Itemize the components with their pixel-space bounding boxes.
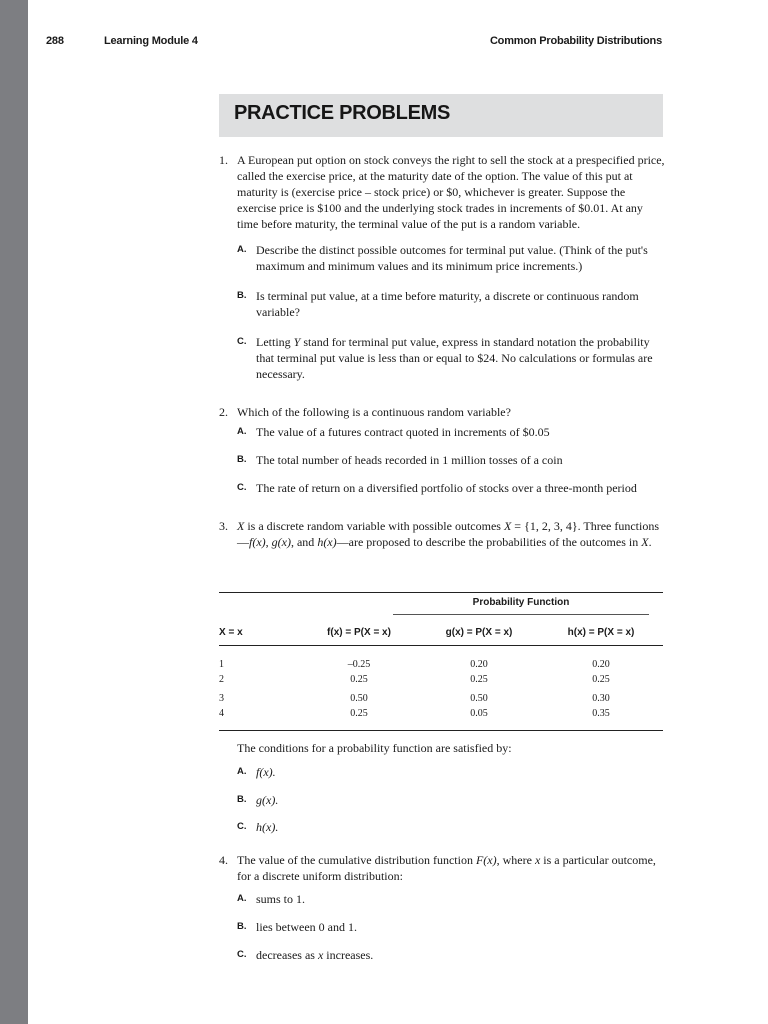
option-text: f(x).	[256, 765, 276, 779]
table-cell: 2	[219, 674, 224, 685]
table-cell: 0.25	[350, 674, 368, 685]
q1-option-c	[237, 334, 665, 382]
option-text-pre: decreases as	[256, 948, 318, 962]
q1-option-a	[237, 242, 665, 274]
question-text: Which of the following is a continuous random variable?	[237, 405, 511, 419]
q4-text: , where	[496, 853, 535, 867]
q1-option-b	[237, 288, 665, 320]
table-cell: 0.20	[592, 659, 610, 670]
q4-text: The value of the cumulative distribution function	[237, 853, 476, 867]
option-label: B.	[237, 794, 247, 805]
q3-text: is a discrete random variable with possible outcomes	[244, 519, 504, 533]
option-variable: x	[317, 948, 324, 962]
option-variable: Y	[293, 335, 301, 349]
q3-conditions	[237, 740, 667, 756]
q3-text: ,	[265, 535, 272, 549]
table-cell: 1	[219, 659, 224, 670]
question-number: 4.	[219, 853, 228, 867]
option-label: C.	[237, 949, 247, 960]
q3-text: .	[648, 535, 652, 549]
q3-text: , and	[290, 535, 318, 549]
table-cell: 0.05	[419, 708, 539, 731]
q3-var: X	[641, 535, 649, 549]
option-label: B.	[237, 921, 247, 932]
table-cell: 0.35	[539, 708, 663, 731]
question-number: 3.	[219, 519, 228, 533]
q2-option-a	[237, 424, 665, 440]
q4-option-c	[237, 947, 667, 963]
option-label: A.	[237, 766, 247, 777]
option-text: sums to 1.	[256, 892, 306, 906]
table-header-row	[219, 619, 663, 646]
table-cell: 3	[219, 693, 224, 704]
option-text: Describe the distinct possible outcomes for terminal put value. (Think of the put's maximum and minimum values and its minimum price increments.)	[256, 243, 648, 273]
table-cell: –0.25	[347, 659, 371, 670]
question-4	[219, 852, 665, 884]
question-number: 1.	[219, 153, 228, 167]
table-row	[219, 689, 663, 708]
module-label: Learning Module 4	[104, 35, 198, 47]
table-row	[219, 646, 663, 671]
section-title: PRACTICE PROBLEMS	[234, 102, 451, 124]
option-label: C.	[237, 482, 247, 493]
q3-text: —are proposed to describe the probabilities of the outcomes in	[336, 535, 642, 549]
table-cell: 0.50	[470, 693, 488, 704]
option-label: A.	[237, 244, 247, 255]
q3-text: = {1, 2, 3, 4}. Three functions—	[237, 519, 660, 549]
table-cell: 0.25	[299, 708, 419, 731]
option-text: Is terminal put value, at a time before maturity, a discrete or continuous random variable?	[256, 289, 639, 319]
question-2	[219, 404, 665, 420]
question-text: A European put option on stock conveys the right to sell the stock at a prespecified price, called the exercise price, at the maturity date of the option. The value of this put at maturity is (exercise price – stock price) or $0, whichever is greater. Suppose the exercise price is $100 and the underlying stock trades in increments of $0.01. At any time before maturity, the terminal value of the put is a random variable.	[237, 153, 665, 231]
column-header: h(x) = P(X = x)	[539, 619, 663, 646]
q3-func-g: g(x)	[271, 535, 291, 549]
practice-problems	[219, 152, 665, 550]
option-text-post: stand for terminal put value, express in standard notation the probability that terminal put value is less than or equal to $24. No calculations or formulas are necessary.	[256, 335, 653, 381]
conditions-text: The conditions for a probability function are satisfied by:	[237, 741, 512, 755]
question-number: 2.	[219, 405, 228, 419]
q4-option-a	[237, 891, 667, 907]
q4-func: F(x)	[475, 853, 497, 867]
option-label: C.	[237, 336, 247, 347]
q3-func-f: f(x)	[249, 535, 266, 549]
option-label: A.	[237, 893, 247, 904]
option-label: A.	[237, 426, 247, 437]
option-text: The value of a futures contract quoted in increments of $0.05	[256, 425, 550, 439]
q3-var: X	[237, 519, 245, 533]
column-header: X = x	[219, 619, 299, 646]
table-cell: 0.30	[592, 693, 610, 704]
q3-option-a	[237, 764, 667, 780]
q4-var: x	[534, 853, 541, 867]
option-label: B.	[237, 454, 247, 465]
table-cell: 0.25	[470, 674, 488, 685]
option-text-post: increases.	[323, 948, 374, 962]
question-3	[219, 518, 665, 550]
table-super-header-cell	[219, 593, 663, 620]
option-label: B.	[237, 290, 247, 301]
probability-function-table	[219, 592, 663, 731]
q3-option-c	[237, 819, 667, 835]
q3-option-b	[237, 792, 667, 808]
q4-option-b	[237, 919, 667, 935]
book-spine-edge	[0, 0, 28, 1024]
table-cell: 4	[219, 708, 299, 731]
question-1	[219, 152, 665, 232]
option-label: C.	[237, 821, 247, 832]
section-banner	[219, 94, 663, 137]
table-row	[219, 708, 663, 731]
q3-func-h: h(x)	[317, 535, 337, 549]
option-text-pre: Letting	[256, 335, 294, 349]
table-row	[219, 670, 663, 689]
page-number: 288	[46, 35, 64, 47]
q2-option-c	[237, 480, 665, 496]
q3-var: X	[503, 519, 512, 533]
q2-option-b	[237, 452, 665, 468]
table-cell: 0.50	[350, 693, 368, 704]
option-text: h(x).	[256, 820, 279, 834]
option-text: The rate of return on a diversified portfolio of stocks over a three-month period	[256, 481, 637, 495]
option-text: The total number of heads recorded in 1 million tosses of a coin	[256, 453, 563, 467]
q4-text: is a particular outcome, for a discrete uniform distribution:	[237, 853, 656, 883]
column-header: f(x) = P(X = x)	[299, 619, 419, 646]
table-super-header: Probability Function	[393, 597, 649, 615]
option-text: lies between 0 and 1.	[256, 920, 357, 934]
option-text: g(x).	[256, 793, 279, 807]
table-cell: 0.20	[470, 659, 488, 670]
chapter-title: Common Probability Distributions	[489, 35, 662, 47]
column-header: g(x) = P(X = x)	[419, 619, 539, 646]
table-cell: 0.25	[592, 674, 610, 685]
